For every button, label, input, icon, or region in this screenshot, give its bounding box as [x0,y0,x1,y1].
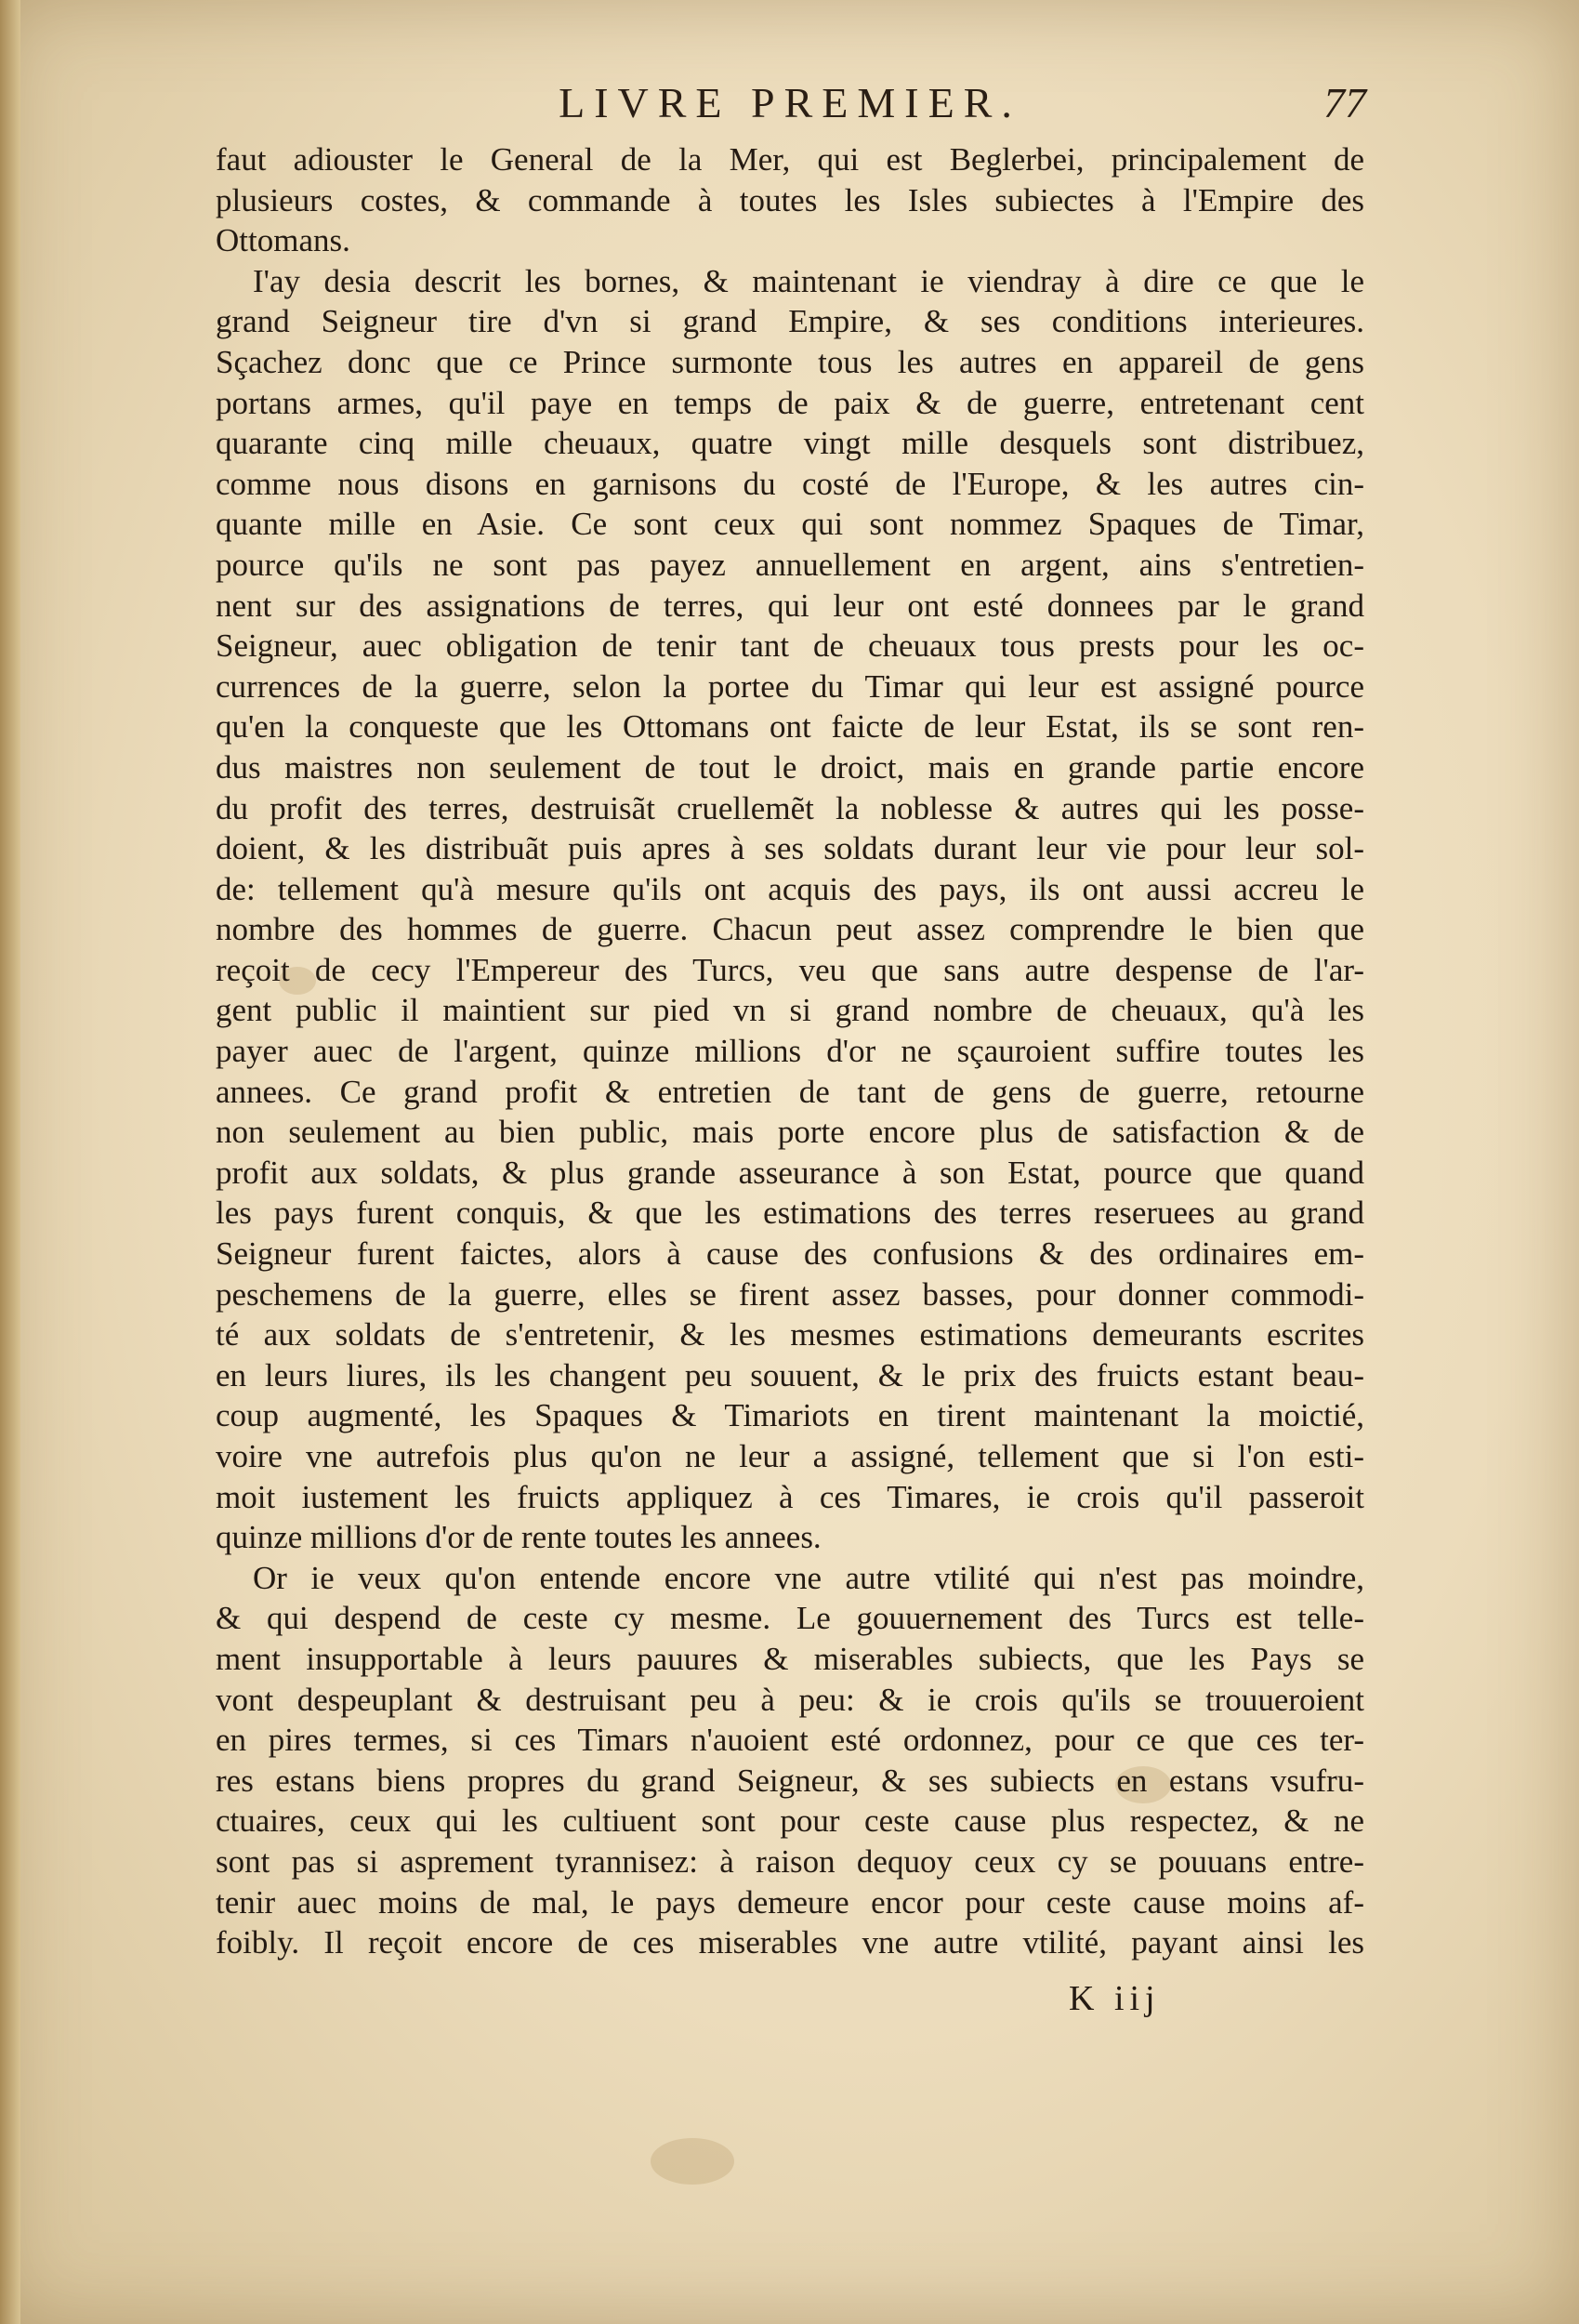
text-line: non seulement au bien public, mais porte encore plus de satisfaction & de [216,1114,1364,1151]
text-line: moit iustement les fruicts appliquez à ces Timares, ie crois qu'il passeroit [216,1478,1364,1515]
signature-mark: K iij [1069,1979,1161,2018]
body-text [216,139,1364,1963]
text-line: dus maistres non seulement de tout le droict, mais en grande partie encore [216,748,1364,786]
text-line: foibly. Il reçoit encore de ces miserables vne autre vtilité, payant ainsi les [216,1924,1364,1961]
text-line: currences de la guerre, selon la portee du Timar qui leur est assigné pource [216,667,1364,705]
text-line: payer auec de l'argent, quinze millions d'or ne sçauroient suffire toutes les [216,1033,1364,1070]
text-line: & qui despend de ceste cy mesme. Le gouuernement des Turcs est telle- [216,1600,1364,1637]
text-line: en leurs liures, ils les changent peu souuent, & le prix des fruicts estant beau- [216,1356,1364,1393]
text-line: ment insupportable à leurs pauures & miserables subiects, que les Pays se [216,1640,1364,1677]
text-line: grand Seigneur tire d'vn si grand Empire, & ses conditions interieures. [216,303,1364,340]
text-line: peschemens de la guerre, elles se firent assez basses, pour donner commodi- [216,1275,1364,1313]
text-line: sont pas si asprement tyrannisez: à raison dequoy ceux cy se pouuans entre- [216,1842,1364,1880]
text-line: faut adiouster le General de la Mer, qui est Beglerbei, principalement de [216,141,1364,178]
page-gutter-edge [0,0,20,2324]
page-header [214,78,1366,134]
text-line: les pays furent conquis, & que les estimations des terres reseruees au grand [216,1195,1364,1232]
text-line: tenir auec moins de mal, le pays demeure encor pour ceste cause moins af- [216,1883,1364,1921]
text-line: Seigneur furent faictes, alors à cause des confusions & des ordinaires em- [216,1235,1364,1273]
text-line: Ottomans. [216,222,350,259]
text-line: reçoit de cecy l'Empereur des Turcs, veu que sans autre despense de l'ar- [216,951,1364,988]
text-line: coup augmenté, les Spaques & Timariots en tirent maintenant la moictié, [216,1397,1364,1434]
text-line: té aux soldats de s'entretenir, & les mesmes estimations demeurants escrites [216,1316,1364,1353]
text-line: portans armes, qu'il paye en temps de paix & de guerre, entretenant cent [216,384,1364,421]
text-line: quante mille en Asie. Ce sont ceux qui sont nommez Spaques de Timar, [216,506,1364,543]
text-line: qu'en la conqueste que les Ottomans ont faicte de leur Estat, ils se sont ren- [216,708,1364,746]
text-line: nombre des hommes de guerre. Chacun peut assez comprendre le bien que [216,911,1364,948]
page-number: 77 [1323,79,1366,126]
text-line: comme nous disons en garnisons du costé de l'Europe, & les autres cin- [216,465,1364,502]
text-line: vont despeuplant & destruisant peu à peu: & ie crois qu'ils se trouueroient [216,1681,1364,1718]
text-line: Seigneur, auec obligation de tenir tant de cheuaux tous prests pour les oc- [216,627,1364,665]
text-line: de: tellement qu'à mesure qu'ils ont acquis des pays, ils ont aussi accreu le [216,870,1364,907]
running-title: LIVRE PREMIER. [559,79,1021,126]
text-line: en pires termes, si ces Timars n'auoient esté ordonnez, pour ce que ces ter- [216,1722,1364,1759]
text-line: annees. Ce grand profit & entretien de tant de gens de guerre, retourne [216,1073,1364,1110]
text-line: pource qu'ils ne sont pas payez annuellement en argent, ains s'entretien- [216,546,1364,583]
text-line: Sçachez donc que ce Prince surmonte tous les autres en appareil de gens [216,343,1364,380]
text-line: gent public il maintient sur pied vn si grand nombre de cheuaux, qu'à les [216,992,1364,1029]
text-line: ctuaires, ceux qui les cultiuent sont pour ceste cause plus respectez, & ne [216,1802,1364,1840]
text-line: res estans biens propres du grand Seigneur, & ses subiects en estans vsufru- [216,1762,1364,1799]
text-line: quarante cinq mille cheuaux, quatre vingt mille desquels sont distribuez, [216,425,1364,462]
text-line: doient, & les distribuãt puis apres à ses soldats durant leur vie pour leur sol- [216,830,1364,867]
text-line: voire vne autrefois plus qu'on ne leur a assigné, tellement que si l'on esti- [216,1438,1364,1474]
text-line: nent sur des assignations de terres, qui leur ont esté donnees par le grand [216,587,1364,624]
text-line: plusieurs costes, & commande à toutes les Isles subiectes à l'Empire des [216,181,1364,218]
text-line: quinze millions d'or de rente toutes les annees. [216,1519,822,1556]
text-line: Or ie veux qu'on entende encore vne autre vtilité qui n'est pas moindre, [253,1559,1364,1596]
text-line: I'ay desia descrit les bornes, & maintenant ie viendray à dire ce que le [253,262,1364,299]
text-line: du profit des terres, destruisãt cruellemẽt la noblesse & autres qui les posse- [216,789,1364,826]
text-line: profit aux soldats, & plus grande asseurance à son Estat, pource que quand [216,1154,1364,1191]
stain [651,2138,734,2185]
